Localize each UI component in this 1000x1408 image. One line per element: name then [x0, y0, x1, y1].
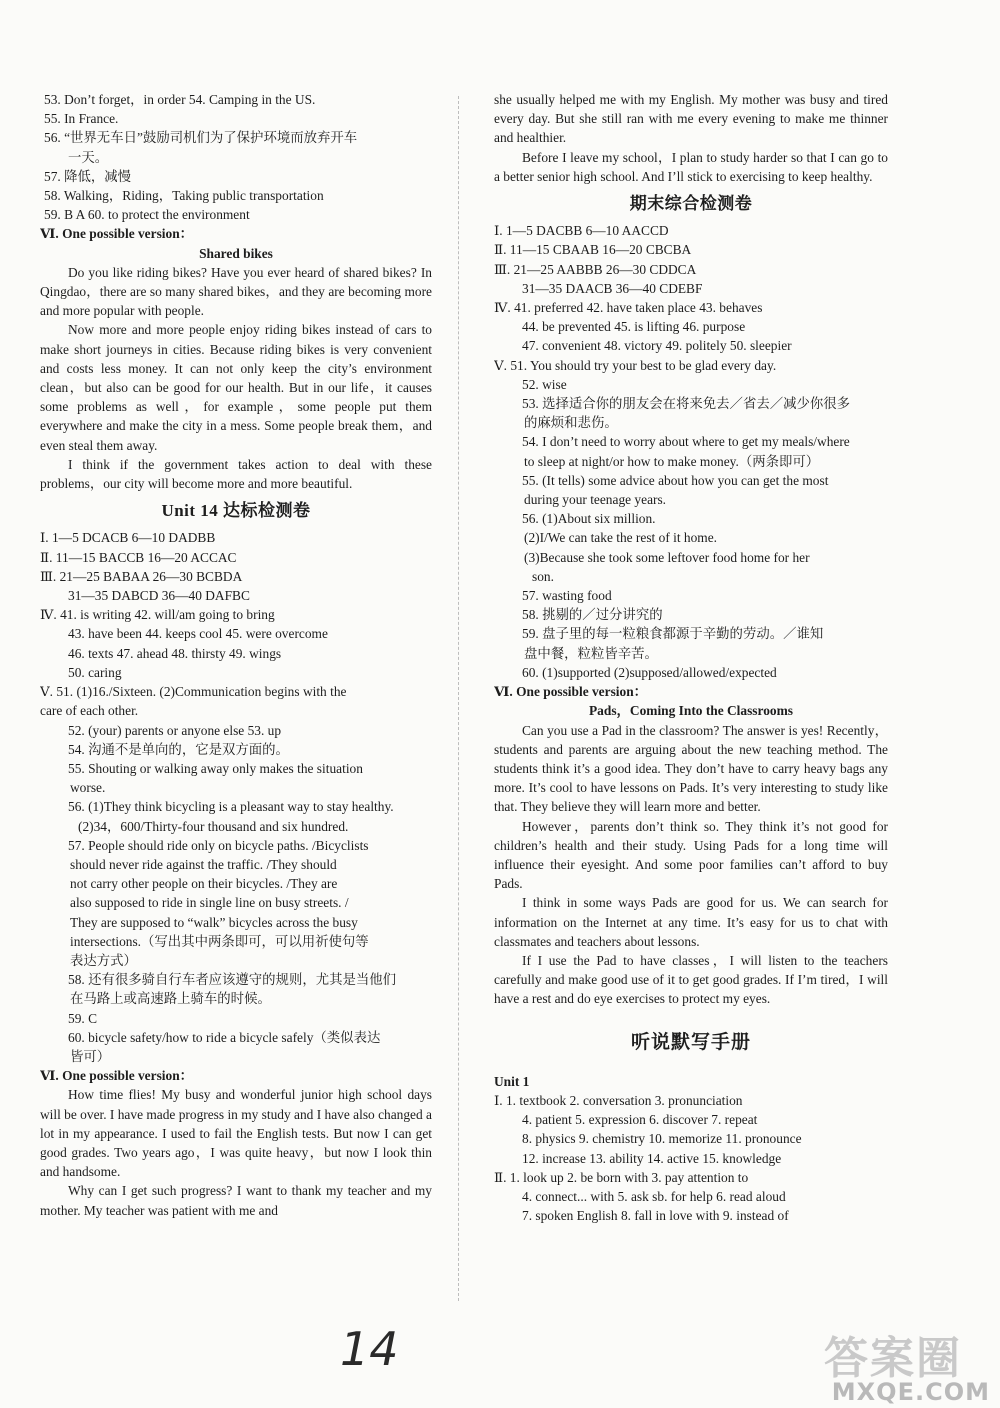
- essay-paragraph: Now more and more people enjoy riding bikes instead of cars to make short journeys in cities. Because riding bikes is very convenient and costs less money. It can not only keep the city’s environment clean，but also can be good for our health. But in our life，it causes some problems as well，for example，some people put them everywhere and make the city in a mess. Some people break them，and even steal them away.: [40, 322, 432, 453]
- answer-line: 52. (your) parents or anyone else 53. up: [68, 722, 282, 738]
- answer-line: 46. texts 47. ahead 48. thirsty 49. wings: [68, 645, 282, 661]
- answer-line: 57. 降低，减慢: [44, 168, 132, 184]
- watermark-logo: 答案圈: [824, 1332, 962, 1384]
- answer-line: Ⅱ. 1. look up 2. be born with 3. pay attention to: [494, 1169, 749, 1185]
- essay-paragraph: Before I leave my school，I plan to study harder so that I can go to a better senior high school. And I’ll stick to exercising to keep healthy.: [494, 149, 888, 184]
- answer-line: 58. 挑剔的／过分讲究的: [522, 607, 663, 623]
- answer-line: 的麻烦和悲伤。: [524, 415, 618, 431]
- answer-line: Ⅳ. 41. preferred 42. have taken place 43. behaves: [494, 300, 763, 316]
- answer-line: 56. “世界无车日”鼓励司机们为了保护环境而放弃开车: [44, 130, 358, 146]
- essay-paragraph: Why can I get such progress? I want to thank my teacher and my mother. My teacher was patient with me and: [40, 1183, 432, 1218]
- answer-line: also supposed to ride in single line on busy streets. /: [70, 895, 349, 911]
- answer-line: 7. spoken English 8. fall in love with 9. instead of: [522, 1208, 789, 1224]
- answer-line: 58. Walking，Riding，Taking public transportation: [44, 188, 324, 204]
- essay-paragraph: she usually helped me with my English. My mother was busy and tired every day. But she still ran with me every evening to make me thinner and healthier.: [494, 92, 888, 146]
- answer-line: Ⅱ. 11—15 BACCB 16—20 ACCAC: [40, 549, 237, 565]
- answer-line: 一天。: [68, 149, 109, 165]
- essay-paragraph: I think if the government takes action to deal with these problems，our city will become more and more beautiful.: [40, 456, 432, 492]
- unit14-title: Unit 14 达标检测卷: [161, 501, 311, 521]
- answer-line: 54. 沟通不是单向的，它是双方面的。: [68, 741, 289, 757]
- answer-line: 57. People should ride only on bicycle paths. /Bicyclists: [68, 837, 369, 853]
- answer-line: 12. increase 13. ability 14. active 15. knowledge: [522, 1150, 782, 1166]
- answer-line: Ⅲ. 21—25 BABAA 26—30 BCBDA: [40, 568, 243, 584]
- handbook-title: 听说默写手册: [630, 1031, 751, 1053]
- watermark: [750, 1302, 990, 1406]
- essay-title: Shared bikes: [199, 245, 273, 261]
- answer-line: 43. have been 44. keeps cool 45. were overcome: [68, 626, 328, 642]
- answer-line: 31—35 DABCD 36—40 DAFBC: [68, 588, 250, 604]
- answer-line: 31—35 DAACB 36—40 CDEBF: [522, 280, 703, 296]
- answer-line: 50. caring: [68, 664, 122, 680]
- answer-line: Ⅳ. 41. is writing 42. will/am going to bring: [40, 607, 275, 623]
- answer-line: should never ride against the traffic. /They should: [70, 856, 337, 872]
- answer-line: 60. (1)supported (2)supposed/allowed/expected: [522, 664, 777, 680]
- answer-line: not carry other people on their bicycles. /They are: [70, 876, 338, 892]
- answer-line: Ⅰ. 1—5 DACBB 6—10 AACCD: [494, 223, 669, 239]
- answer-line: to sleep at night/or how to make money.（两条即可）: [524, 453, 820, 469]
- answer-line: worse.: [70, 780, 106, 796]
- answer-line: 59. C: [68, 1010, 98, 1026]
- answer-line: Ⅴ. 51. (1)16./Sixteen. (2)Communication begins with the: [40, 684, 347, 700]
- answer-line: Ⅱ. 11—15 CBAAB 16—20 CBCBA: [494, 242, 692, 258]
- answer-line: 57. wasting food: [522, 588, 612, 604]
- final-exam-title: 期末综合检测卷: [629, 194, 753, 214]
- answer-line: 60. bicycle safety/how to ride a bicycle safely（类似表达: [68, 1029, 381, 1045]
- answer-line: 59. B A 60. to protect the environment: [44, 207, 250, 223]
- answer-line: 56. (1)About six million.: [522, 511, 656, 527]
- essay-paragraph: If I use the Pad to have classes，I will listen to the teachers carefully and make good use of it to get good grades. If I’m tired，I will have a rest and do eye exercises to protect my eyes.: [494, 952, 888, 1007]
- answer-line: (2)I/We can take the rest of it home.: [524, 530, 718, 546]
- answer-line: 53. Don’t forget，in order 54. Camping in the US.: [44, 92, 316, 107]
- answer-line: 表达方式）: [70, 952, 137, 968]
- answer-line: 58. 还有很多骑自行车者应该遵守的规则，尤其是当他们: [68, 972, 397, 988]
- answer-line: intersections.（写出其中两条即可，可以用祈使句等: [70, 933, 369, 949]
- answer-line: son.: [532, 568, 554, 584]
- section-label: Ⅵ. One possible version：: [494, 684, 648, 700]
- answer-line: Ⅴ. 51. You should try your best to be glad every day.: [494, 357, 777, 373]
- answer-line: during your teenage years.: [524, 492, 667, 508]
- answer-line: Ⅰ. 1. textbook 2. conversation 3. pronunciation: [494, 1092, 743, 1108]
- right-column: [494, 90, 888, 1225]
- answer-line: 4. connect... with 5. ask sb. for help 6. read aloud: [522, 1188, 786, 1204]
- essay-paragraph: How time flies! My busy and wonderful junior high school days will be over. I have made progress in my study and I have also changed a lot in my appearance. I used to fail the English tests. But now I can get good grades. Two years ago，I was quite heavy，but now I look thin and handsome.: [40, 1087, 432, 1180]
- answer-line: 54. I don’t need to worry about where to get my meals/where: [522, 434, 850, 450]
- answer-line: They are supposed to “walk” bicycles across the busy: [70, 914, 358, 930]
- answer-line: Ⅲ. 21—25 AABBB 26—30 CDDCA: [494, 261, 697, 277]
- answer-line: 44. be prevented 45. is lifting 46. purpose: [522, 319, 746, 335]
- page-number: 14: [340, 1322, 399, 1376]
- answer-line: 59. 盘子里的每一粒粮食都源于辛勤的劳动。／谁知: [522, 626, 824, 642]
- answer-line: (3)Because she took some leftover food home for her: [524, 549, 810, 565]
- watermark-site: MXQE.COM: [831, 1377, 990, 1406]
- essay-paragraph: However，parents don’t think so. They think it’s not good for children’s health and their study. Using Pads for a long time will influence their eyesight. And some poor families can’t afford to buy Pads.: [494, 818, 888, 892]
- answer-line: 55. Shouting or walking away only makes the situation: [68, 760, 363, 776]
- column-divider: [458, 96, 459, 1301]
- answer-line: 47. convenient 48. victory 49. politely 50. sleepier: [522, 338, 792, 354]
- answer-line: (2)34，600/Thirty-four thousand and six hundred.: [78, 818, 349, 834]
- essay-paragraph: I think in some ways Pads are good for us. We can search for information on the Internet at any time. It’s easy for us to chat with classmates and teachers about lessons.: [494, 895, 888, 949]
- answer-line: 55. (It tells) some advice about how you can get the most: [522, 472, 829, 488]
- answer-line: 在马路上或高速路上骑车的时候。: [70, 991, 271, 1007]
- answer-line: 53. 选择适合你的朋友会在将来免去／省去／减少你很多: [522, 396, 851, 412]
- answer-line: care of each other.: [40, 703, 139, 719]
- answer-line: 皆可）: [70, 1048, 111, 1064]
- answer-line: Ⅰ. 1—5 DCACB 6—10 DADBB: [40, 530, 216, 546]
- answer-line: 4. patient 5. expression 6. discover 7. repeat: [522, 1112, 758, 1128]
- essay-title: Pads，Coming Into the Classrooms: [589, 703, 793, 719]
- section-label: Ⅵ. One possible version：: [40, 1068, 194, 1084]
- answer-line: 55. In France.: [44, 111, 119, 127]
- section-label: Ⅵ. One possible version：: [40, 226, 194, 242]
- answer-line: 52. wise: [522, 376, 567, 392]
- answer-line: 盘中餐，粒粒皆辛苦。: [524, 645, 658, 661]
- essay-paragraph: Can you use a Pad in the classroom? The answer is yes! Recently，students and parents are arguing about the new teaching method. The students think it’s a good idea. They don’t have to carry heavy bags any more. It’s cool to have lessons on Pads. It’s very interesting to study like that. They believe they will learn more and better.: [494, 722, 888, 815]
- unit-label: Unit 1: [494, 1073, 530, 1089]
- left-column: [40, 90, 432, 1220]
- essay-paragraph: Do you like riding bikes? Have you ever heard of shared bikes? In Qingdao，there are so many shared bikes，and they are becoming more and more popular with people.: [40, 264, 432, 319]
- answer-line: 8. physics 9. chemistry 10. memorize 11. pronounce: [522, 1131, 802, 1147]
- answer-line: 56. (1)They think bicycling is a pleasant way to stay healthy.: [68, 799, 394, 815]
